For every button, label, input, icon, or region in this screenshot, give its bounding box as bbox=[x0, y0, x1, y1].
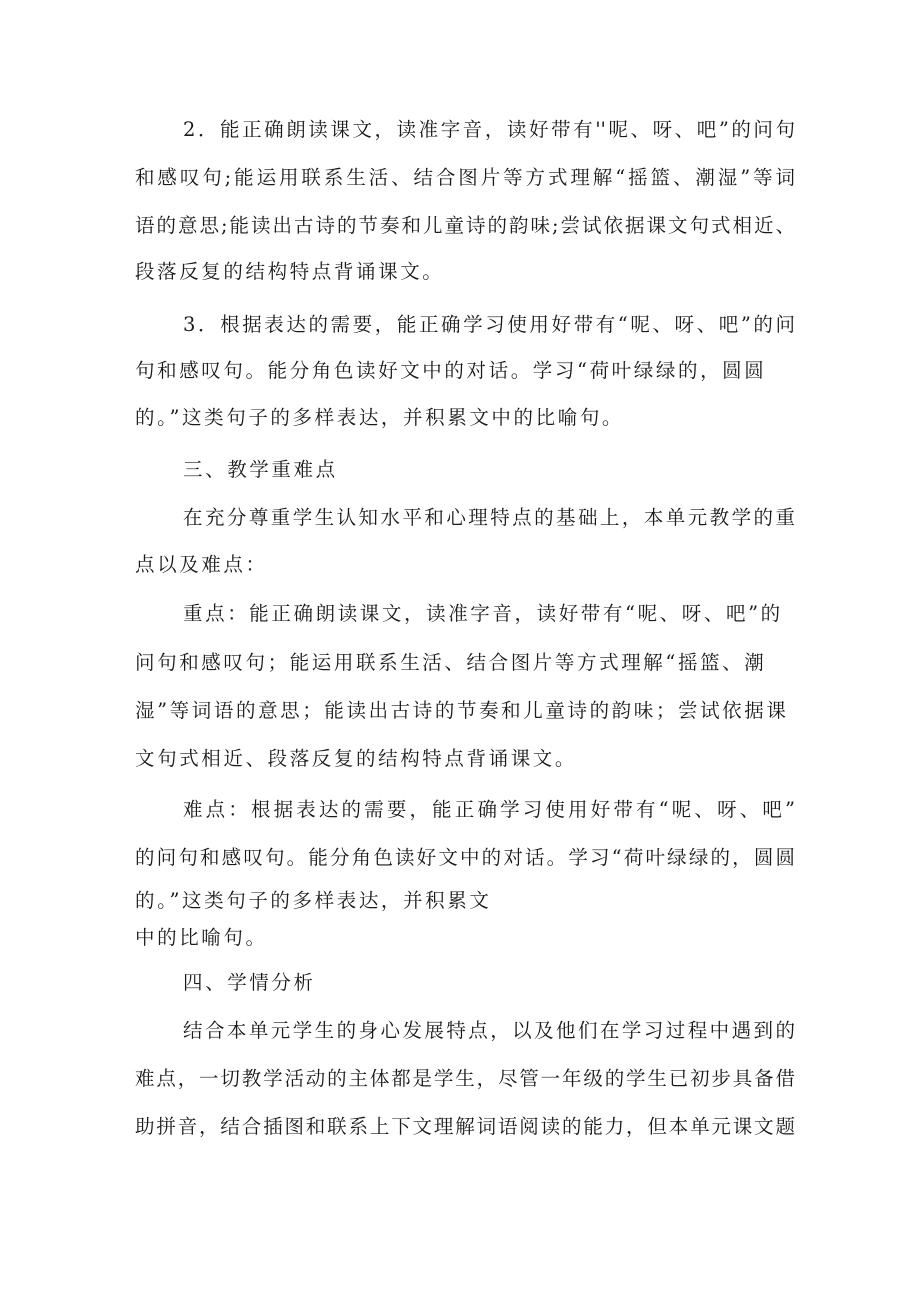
difficulties-line-2: 的问句和感叹句。能分角色读好文中的对话。学习“荷叶绿绿的，圆圆 bbox=[135, 846, 795, 869]
paragraph-2-line-3: 语的意思;能读出古诗的节奏和儿童诗的韵味;尝试依据课文句式相近、 bbox=[135, 214, 795, 237]
paragraph-3-line-3: 的。”这类句子的多样表达，并积累文中的比喻句。 bbox=[135, 406, 625, 429]
key-points-line-2: 问句和感叹句；能运用联系生活、结合图片等方式理解“摇篮、潮 bbox=[135, 651, 767, 674]
key-points-line-3: 湿”等词语的意思；能读出古诗的节奏和儿童诗的韵味；尝试依据课 bbox=[135, 699, 789, 722]
key-points-line-1: 重点：能正确朗读课文，读准字音，读好带有“呢、呀、吧”的 bbox=[183, 602, 783, 625]
difficulties-line-3: 的。”这类句子的多样表达，并积累文 bbox=[135, 889, 492, 912]
key-points-line-4: 文句式相近、段落反复的结构特点背诵课文。 bbox=[135, 747, 578, 770]
section-heading-key-difficulties: 三、教学重难点 bbox=[183, 458, 338, 481]
paragraph-2-line-1: 2．能正确朗读课文，读准字音，读好带有''呢、呀、吧”的问句 bbox=[183, 118, 795, 141]
section-heading-learning-analysis: 四、学情分析 bbox=[183, 971, 316, 994]
paragraph-3-line-1: 3．根据表达的需要，能正确学习使用好带有“呢、呀、吧”的问 bbox=[183, 313, 795, 336]
paragraph-2-line-2: 和感叹句;能运用联系生活、结合图片等方式理解“摇篮、潮湿”等词 bbox=[135, 166, 795, 189]
paragraph-2-line-4: 段落反复的结构特点背诵课文。 bbox=[135, 260, 445, 283]
difficulties-line-4: 中的比喻句。 bbox=[135, 926, 268, 949]
analysis-line-1: 结合本单元学生的身心发展特点，以及他们在学习过程中遇到的 bbox=[183, 1019, 795, 1042]
intro-paragraph-line-2: 点以及难点： bbox=[135, 553, 268, 576]
analysis-line-3: 助拼音，结合插图和联系上下文理解词语阅读的能力，但本单元课文题 bbox=[135, 1115, 795, 1138]
intro-paragraph-line-1: 在充分尊重学生认知水平和心理特点的基础上，本单元教学的重 bbox=[183, 506, 795, 529]
paragraph-3-line-2: 句和感叹句。能分角色读好文中的对话。学习“荷叶绿绿的，圆圆 bbox=[135, 359, 767, 382]
difficulties-line-1: 难点：根据表达的需要，能正确学习使用好带有“呢、呀、吧” bbox=[183, 798, 795, 821]
analysis-line-2: 难点，一切教学活动的主体都是学生，尽管一年级的学生已初步具备借 bbox=[135, 1067, 795, 1090]
